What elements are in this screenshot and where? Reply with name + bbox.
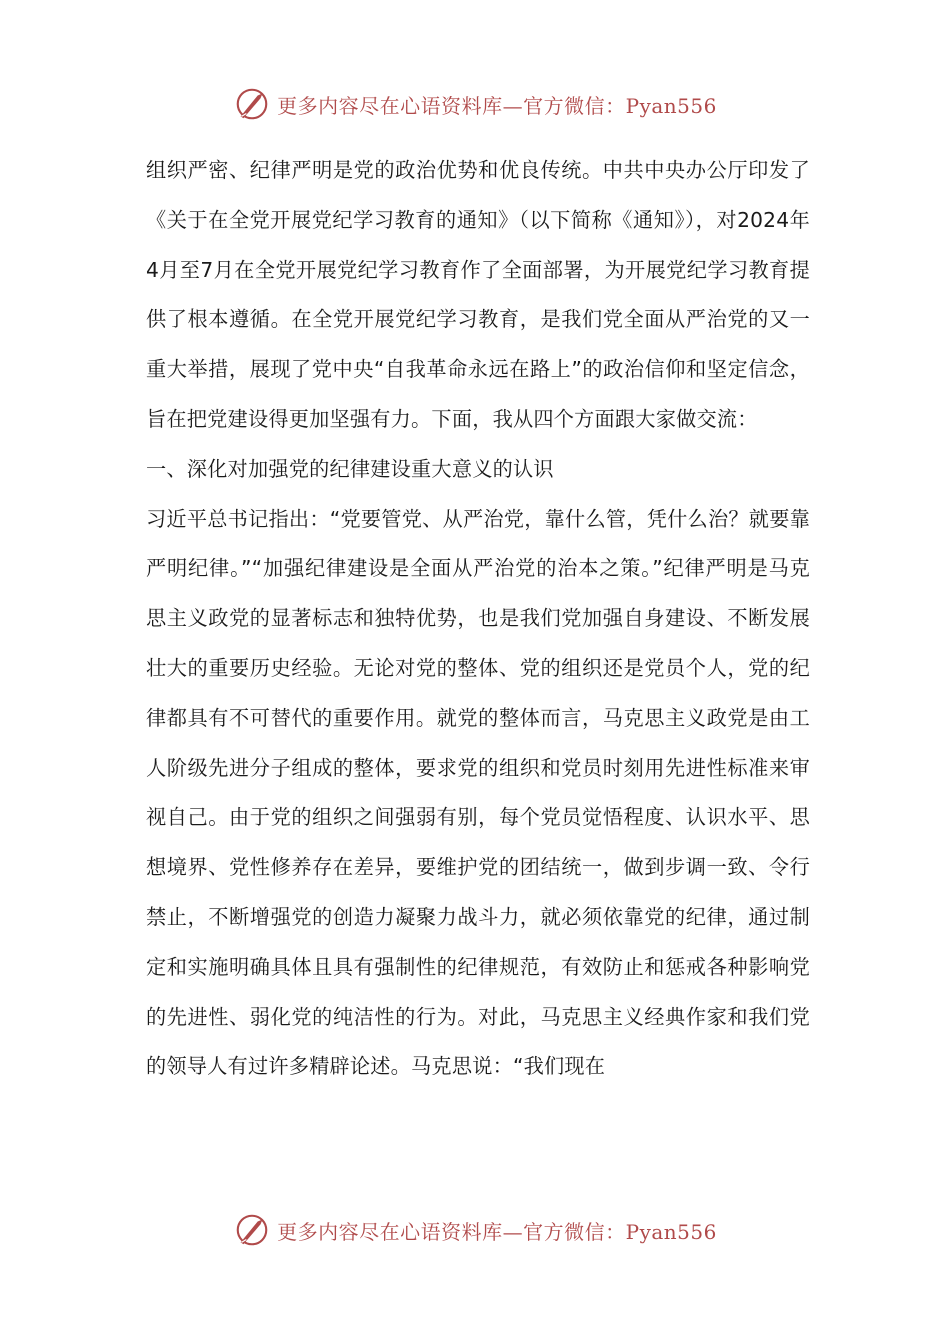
footer-text: 更多内容尽在心语资料库—官方微信：Pyan556	[277, 1219, 717, 1244]
header-text: 更多内容尽在心语资料库—官方微信：Pyan556	[277, 93, 717, 118]
pen-nib-logo-icon	[233, 85, 271, 123]
header-banner	[0, 84, 950, 124]
body-paragraph: 习近平总书记指出：“党要管党、从严治党，靠什么管，凭什么治？就要靠严明纪律。”“加强纪律建设是全面从严治党的治本之策。”纪律严明是马克思主义政党的显著标志和独特优势，也是我们党加强自身建设、不断发展壮大的重要历史经验。无论对党的整体、党的组织还是党员个人，党的纪律都具有不可替代的重要作用。就党的整体而言，马克思主义政党是由工人阶级先进分子组成的整体，要求党的组织和党员时刻用先进性标准来审视自己。由于党的组织之间强弱有别，每个党员觉悟程度、认识水平、思想境界、党性修养存在差异，要维护党的团结统一，做到步调一致、令行禁止，不断增强党的创造力凝聚力战斗力，就必须依靠党的纪律，通过制定和实施明确具体且具有强制性的纪律规范，有效防止和惩戒各种影响党的先进性、弱化党的纯洁性的行为。对此，马克思主义经典作家和我们党的领导人有过许多精辟论述。马克思说：“我们现在	[146, 506, 810, 1079]
section-heading: 一、深化对加强党的纪律建设重大意义的认识	[146, 456, 554, 481]
intro-paragraph: 组织严密、纪律严明是党的政治优势和优良传统。中共中央办公厅印发了《关于在全党开展党纪学习教育的通知》（以下简称《通知》），对2024年4月至7月在全党开展党纪学习教育作了全面部署，为开展党纪学习教育提供了根本遵循。在全党开展党纪学习教育，是我们党全面从严治党的又一重大举措，展现了党中央“自我革命永远在路上”的政治信仰和坚定信念，旨在把党建设得更加坚强有力。下面，我从四个方面跟大家做交流：	[146, 158, 810, 431]
pen-nib-logo-icon	[233, 1211, 271, 1249]
document-body	[146, 146, 810, 1092]
footer-banner	[0, 1210, 950, 1250]
